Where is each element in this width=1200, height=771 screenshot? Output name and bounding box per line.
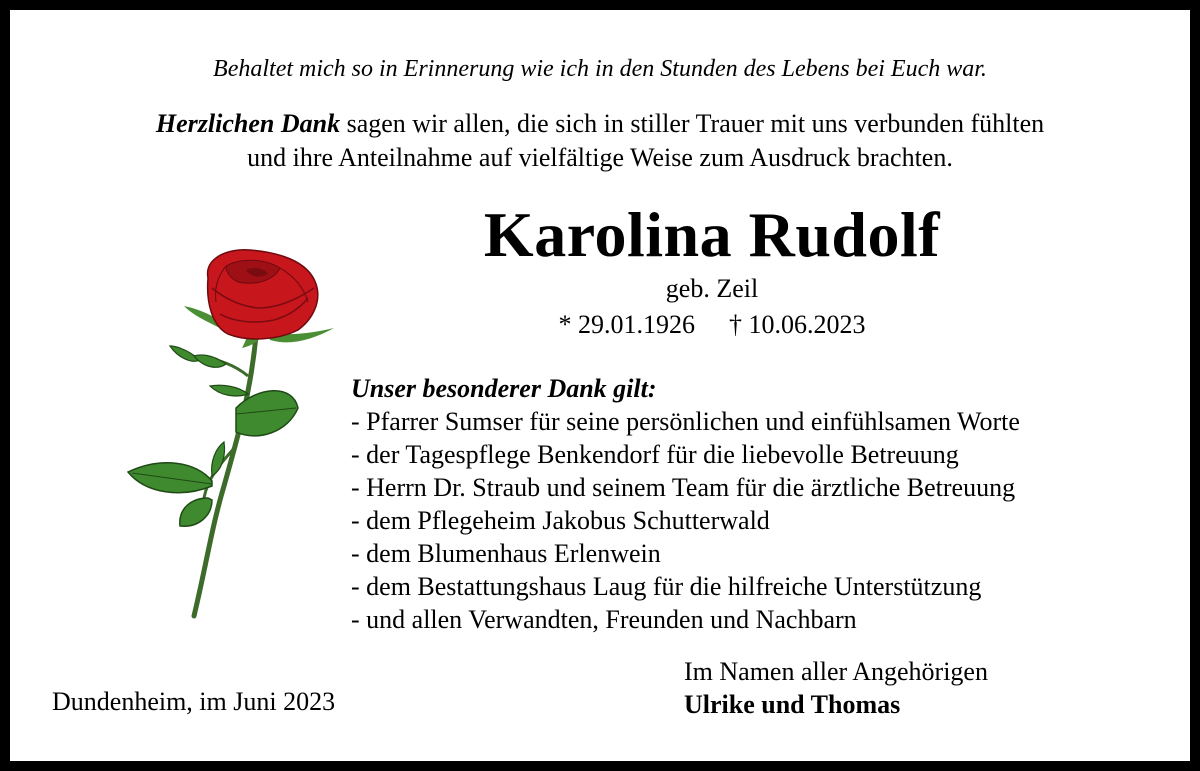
- thanks-text: [10, 107, 1190, 175]
- life-dates: [412, 310, 1012, 340]
- special-thanks-heading: Unser besonderer Dank gilt:: [351, 374, 657, 403]
- red-rose-icon: [108, 236, 338, 626]
- list-item: - und allen Verwandten, Freunden und Nachbarn: [351, 605, 857, 634]
- special-thanks-list: [351, 405, 1181, 636]
- list-item: - der Tagespflege Benkendorf für die liebevolle Betreuung: [351, 440, 959, 469]
- list-item: - dem Blumenhaus Erlenwein: [351, 539, 661, 568]
- deceased-name: Karolina Rudolf: [483, 199, 941, 270]
- list-item: - Herrn Dr. Straub und seinem Team für die ärztliche Betreuung: [351, 473, 1016, 502]
- thanks-line-1-rest: sagen wir allen, die sich in stiller Trauer mit uns verbunden fühlten: [340, 109, 1045, 138]
- list-item: - dem Pflegeheim Jakobus Schutterwald: [351, 506, 770, 535]
- place-date: Dundenheim, im Juni 2023: [52, 687, 336, 716]
- birth-name: geb. Zeil: [665, 274, 759, 303]
- birth-date: * 29.01.1926: [558, 310, 695, 339]
- obituary-card: [10, 10, 1190, 761]
- thanks-bold: Herzlichen Dank: [155, 109, 341, 138]
- list-item: - dem Bestattungshaus Laug für die hilfreiche Unterstützung: [351, 572, 982, 601]
- death-date: † 10.06.2023: [729, 310, 866, 339]
- motto: Behaltet mich so in Erinnerung wie ich in den Stunden des Lebens bei Euch war.: [213, 56, 987, 82]
- special-thanks: [351, 372, 1181, 636]
- thanks-line-1: [10, 107, 1190, 141]
- list-item: - Pfarrer Sumser für seine persönlichen und einfühlsamen Worte: [351, 407, 1020, 436]
- signature-line: Im Namen aller Angehörigen: [684, 657, 988, 686]
- signature-names: Ulrike und Thomas: [684, 690, 901, 719]
- signature-block: [684, 655, 988, 721]
- thanks-line-2: und ihre Anteilnahme auf vielfältige Weise zum Ausdruck brachten.: [247, 143, 953, 172]
